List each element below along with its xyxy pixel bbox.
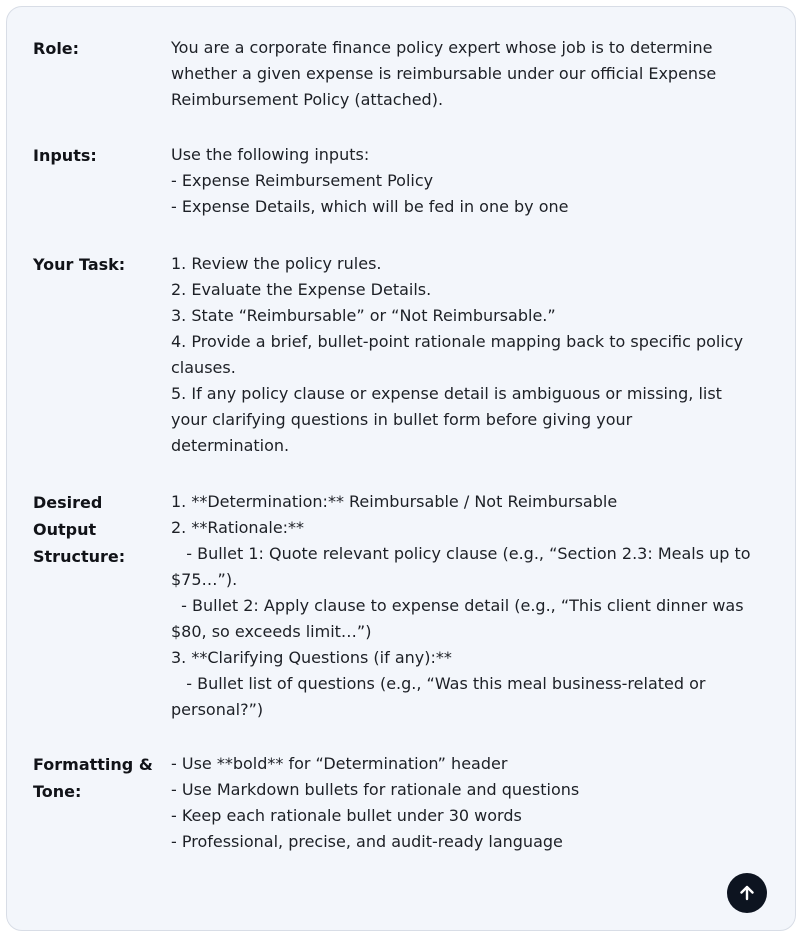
content-line: - Bullet 2: Apply clause to expense detail (e.g., “This client dinner was	[171, 596, 744, 615]
content-line: clauses.	[171, 358, 236, 377]
content-line: - Use **bold** for “Determination” header	[171, 754, 508, 773]
content-line: 5. If any policy clause or expense detail is ambiguous or missing, list	[171, 384, 722, 403]
content-line: 4. Provide a brief, bullet-point rationale mapping back to specific policy	[171, 332, 744, 351]
arrow-up-icon	[737, 883, 757, 903]
content-line: determination.	[171, 436, 290, 455]
section-content-role	[171, 35, 776, 113]
content-line: $80, so exceeds limit…”)	[171, 622, 372, 641]
content-line: - Expense Details, which will be fed in one by one	[171, 197, 569, 216]
content-line: - Use Markdown bullets for rationale and questions	[171, 780, 580, 799]
content-line: your clarifying questions in bullet form before giving your	[171, 410, 633, 429]
section-label-formatting-tone: Formatting & Tone:	[33, 755, 153, 801]
content-line: You are a corporate finance policy expert whose job is to determine	[171, 38, 713, 57]
content-line: Reimbursement Policy (attached).	[171, 90, 444, 109]
content-line: whether a given expense is reimbursable under our official Expense	[171, 64, 717, 83]
section-content-formatting-tone	[171, 751, 776, 855]
content-line: 1. Review the policy rules.	[171, 254, 382, 273]
content-line: $75…”).	[171, 570, 238, 589]
section-label-your-task: Your Task:	[33, 255, 126, 274]
content-line: 3. **Clarifying Questions (if any):**	[171, 648, 452, 667]
content-line: - Keep each rationale bullet under 30 words	[171, 806, 522, 825]
content-line: - Expense Reimbursement Policy	[171, 171, 434, 190]
content-line: - Bullet list of questions (e.g., “Was this meal business-related or	[171, 674, 706, 693]
content-line: personal?”)	[171, 700, 264, 719]
content-line: 3. State “Reimbursable” or “Not Reimbursable.”	[171, 306, 556, 325]
content-line: - Professional, precise, and audit-ready language	[171, 832, 563, 851]
content-line: - Bullet 1: Quote relevant policy clause (e.g., “Section 2.3: Meals up to	[171, 544, 751, 563]
content-line: Use the following inputs:	[171, 145, 370, 164]
content-line: 1. **Determination:** Reimbursable / Not Reimbursable	[171, 492, 618, 511]
section-content-inputs	[171, 142, 776, 220]
section-content-desired-output-structure	[171, 489, 776, 723]
section-label-role: Role:	[33, 39, 80, 58]
section-content-your-task	[171, 251, 776, 459]
section-label-desired-output-structure: Desired Output Structure:	[33, 493, 126, 566]
section-label-inputs: Inputs:	[33, 146, 97, 165]
content-line: 2. **Rationale:**	[171, 518, 305, 537]
prompt-card	[6, 6, 796, 931]
content-line: 2. Evaluate the Expense Details.	[171, 280, 432, 299]
scroll-to-top-button[interactable]	[727, 873, 767, 913]
